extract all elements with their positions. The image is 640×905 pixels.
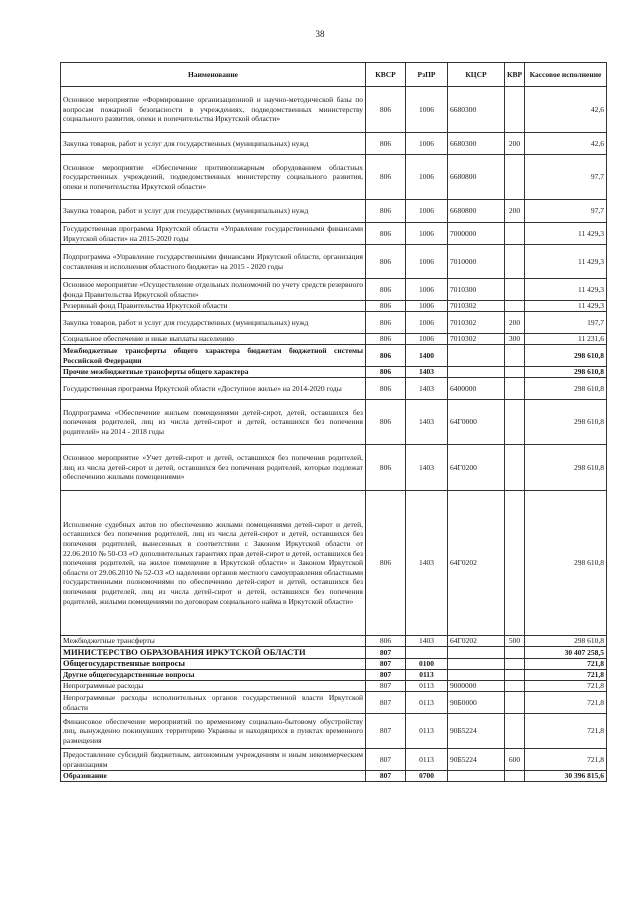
- cell-name: Основное мероприятие «Обеспечение противопожарным оборудованием областных государственных учреждений, подведомственных министерству социального развития, опеки и попечительства Иркутской области»: [61, 155, 366, 200]
- cell-kvr: [505, 659, 525, 670]
- cell-kcsr: 7010302: [448, 312, 505, 334]
- cell-kvr: [505, 223, 525, 245]
- cell-cash: 42,6: [525, 133, 607, 155]
- cell-rzpr: 1006: [406, 133, 448, 155]
- cell-cash: 97,7: [525, 155, 607, 200]
- table-row: [61, 245, 607, 279]
- cell-name: Образование: [61, 771, 366, 782]
- cell-rzpr: 1006: [406, 312, 448, 334]
- table-row: [61, 749, 607, 771]
- cell-kvsr: 806: [366, 445, 406, 491]
- cell-rzpr: 1403: [406, 400, 448, 445]
- header-rzpr: РзПР: [406, 63, 448, 87]
- cell-name: Государственная программа Иркутской области «Управление государственными финансами Иркутской области» на 2015-2020 годы: [61, 223, 366, 245]
- cell-kcsr: 9000000: [448, 681, 505, 692]
- cell-kvsr: 806: [366, 334, 406, 345]
- cell-kvsr: 807: [366, 692, 406, 714]
- cell-kvsr: 806: [366, 345, 406, 367]
- table-row: [61, 692, 607, 714]
- cell-name: Межбюджетные трансферты: [61, 636, 366, 647]
- cell-kvsr: 806: [366, 223, 406, 245]
- cell-kvr: [505, 345, 525, 367]
- header-cash: Кассовое исполнение: [525, 63, 607, 87]
- cell-cash: 42,6: [525, 87, 607, 133]
- cell-name: Межбюджетные трансферты общего характера бюджетам бюджетной системы Российской Федерации: [61, 345, 366, 367]
- cell-kvsr: 806: [366, 367, 406, 378]
- header-name: Наименование: [61, 63, 366, 87]
- cell-kcsr: 6680300: [448, 87, 505, 133]
- cell-kvsr: 806: [366, 491, 406, 636]
- cell-cash: 298 610,8: [525, 345, 607, 367]
- cell-kvr: [505, 301, 525, 312]
- cell-kcsr: [448, 659, 505, 670]
- table-row: [61, 334, 607, 345]
- page-number: 38: [315, 29, 325, 39]
- cell-kcsr: 64Г0202: [448, 636, 505, 647]
- table-row: [61, 87, 607, 133]
- table-row: [61, 133, 607, 155]
- cell-name: МИНИСТЕРСТВО ОБРАЗОВАНИЯ ИРКУТСКОЙ ОБЛАСТИ: [61, 647, 366, 659]
- table-row: [61, 367, 607, 378]
- cell-name: Подпрограмма «Обеспечение жильем помещениями детей-сирот, детей, оставшихся без попечения родителей, лиц из числа детей-сирот и детей, оставшихся без попечения родителей» на 2014 - 2018 годы: [61, 400, 366, 445]
- cell-rzpr: 0100: [406, 659, 448, 670]
- cell-kvsr: 806: [366, 133, 406, 155]
- table-row: [61, 659, 607, 670]
- table-row: [61, 647, 607, 659]
- cell-kcsr: [448, 345, 505, 367]
- cell-kvr: [505, 155, 525, 200]
- table-row: [61, 670, 607, 681]
- cell-cash: 11 231,6: [525, 334, 607, 345]
- cell-kvr: [505, 400, 525, 445]
- cell-cash: 721,8: [525, 659, 607, 670]
- cell-name: Другие общегосударственные вопросы: [61, 670, 366, 681]
- cell-kcsr: 64Г0200: [448, 445, 505, 491]
- table-row: [61, 155, 607, 200]
- cell-rzpr: 1006: [406, 334, 448, 345]
- cell-kcsr: [448, 771, 505, 782]
- cell-kvsr: 806: [366, 200, 406, 223]
- cell-kcsr: 64Г0000: [448, 400, 505, 445]
- cell-rzpr: 1400: [406, 345, 448, 367]
- cell-kvr: [505, 714, 525, 749]
- table-row: [61, 771, 607, 782]
- cell-name: Закупка товаров, работ и услуг для государственных (муниципальных) нужд: [61, 133, 366, 155]
- cell-kvsr: 807: [366, 659, 406, 670]
- cell-kvsr: 806: [366, 400, 406, 445]
- cell-kvsr: 806: [366, 279, 406, 301]
- cell-kvsr: 806: [366, 301, 406, 312]
- cell-cash: 298 610,8: [525, 445, 607, 491]
- budget-execution-table: [60, 62, 607, 782]
- cell-rzpr: 0700: [406, 771, 448, 782]
- table-body: [61, 87, 607, 782]
- table-row: [61, 681, 607, 692]
- cell-name: Резервный фонд Правительства Иркутской области: [61, 301, 366, 312]
- cell-cash: 11 429,3: [525, 279, 607, 301]
- cell-kcsr: 90Б5224: [448, 714, 505, 749]
- cell-name: Основное мероприятие «Учет детей-сирот и детей, оставшихся без попечения родителей, лиц из числа детей-сирот и детей, оставшихся без попечения родителей, которые подлежат обеспечению жилыми помещениями»: [61, 445, 366, 491]
- cell-kvr: [505, 670, 525, 681]
- table-row: [61, 400, 607, 445]
- cell-kvsr: 807: [366, 771, 406, 782]
- header-kvsr: КВСР: [366, 63, 406, 87]
- cell-kcsr: 6680800: [448, 200, 505, 223]
- cell-kcsr: 6680300: [448, 133, 505, 155]
- cell-kvr: [505, 692, 525, 714]
- header-kvr: КВР: [505, 63, 525, 87]
- cell-kvr: 600: [505, 749, 525, 771]
- cell-rzpr: 0113: [406, 681, 448, 692]
- cell-kcsr: 6400000: [448, 378, 505, 400]
- cell-cash: 721,8: [525, 749, 607, 771]
- table-row: [61, 312, 607, 334]
- cell-cash: 298 610,8: [525, 400, 607, 445]
- cell-cash: 30 407 258,5: [525, 647, 607, 659]
- cell-kvsr: 806: [366, 378, 406, 400]
- cell-rzpr: 1403: [406, 491, 448, 636]
- cell-cash: 97,7: [525, 200, 607, 223]
- table-row: [61, 279, 607, 301]
- cell-kvr: [505, 87, 525, 133]
- cell-name: Исполнение судебных актов по обеспечению жилыми помещениями детей-сирот и детей, оставшихся без попечения родителей, лиц из числа детей-сирот и детей, оставшихся без попечения родителей, вынесенных в соответствии с Законом Иркутской области от 22.06.2010 № 50-ОЗ «О дополнительных гарантиях прав детей-сирот и детей, оставшихся без попечения родителей, на жилое помещение в Иркутской области» и Законом Иркутской области от 29.06.2010 № 52-ОЗ «О наделении органов местного самоуправления областными государственными полномочиями по обеспечению детей-сирот и детей, оставшихся без попечения родителей, лиц из числа детей-сирот и детей, оставшихся без попечения родителей, жилыми помещениями по договорам социального найма в Иркутской области»: [61, 491, 366, 636]
- cell-kvr: 300: [505, 334, 525, 345]
- cell-kvr: [505, 378, 525, 400]
- cell-kvsr: 807: [366, 647, 406, 659]
- cell-kcsr: 90Б5224: [448, 749, 505, 771]
- cell-name: Закупка товаров, работ и услуг для государственных (муниципальных) нужд: [61, 200, 366, 223]
- cell-kvr: [505, 771, 525, 782]
- cell-kcsr: [448, 367, 505, 378]
- cell-name: Предоставление субсидий бюджетным, автономным учреждениям и иным некоммерческим организациям: [61, 749, 366, 771]
- cell-kvsr: 807: [366, 749, 406, 771]
- cell-name: Закупка товаров, работ и услуг для государственных (муниципальных) нужд: [61, 312, 366, 334]
- cell-rzpr: 1006: [406, 155, 448, 200]
- cell-rzpr: 1006: [406, 301, 448, 312]
- cell-kvsr: 807: [366, 670, 406, 681]
- cell-kvsr: 806: [366, 87, 406, 133]
- cell-cash: 298 610,8: [525, 367, 607, 378]
- cell-name: Государственная программа Иркутской области «Доступное жилье» на 2014-2020 годы: [61, 378, 366, 400]
- cell-kvr: 200: [505, 200, 525, 223]
- table-row: [61, 491, 607, 636]
- table-row: [61, 714, 607, 749]
- cell-kvr: [505, 367, 525, 378]
- cell-kvsr: 806: [366, 155, 406, 200]
- cell-kcsr: 7010302: [448, 334, 505, 345]
- cell-cash: 11 429,3: [525, 223, 607, 245]
- table-row: [61, 200, 607, 223]
- cell-cash: 298 610,8: [525, 636, 607, 647]
- cell-cash: 298 610,8: [525, 491, 607, 636]
- cell-rzpr: 0113: [406, 714, 448, 749]
- cell-rzpr: 1006: [406, 279, 448, 301]
- cell-kvr: 500: [505, 636, 525, 647]
- cell-name: Основное мероприятие «Осуществление отдельных полномочий по учету средств резервного фонда Правительства Иркутской области»: [61, 279, 366, 301]
- cell-rzpr: 1403: [406, 445, 448, 491]
- cell-cash: 721,8: [525, 670, 607, 681]
- cell-rzpr: 1006: [406, 223, 448, 245]
- table-header-row: [61, 63, 607, 87]
- cell-cash: 721,8: [525, 692, 607, 714]
- header-kcsr: КЦСР: [448, 63, 505, 87]
- cell-rzpr: 1006: [406, 245, 448, 279]
- cell-rzpr: 1403: [406, 378, 448, 400]
- table-row: [61, 378, 607, 400]
- cell-kcsr: 7000000: [448, 223, 505, 245]
- cell-rzpr: 1006: [406, 200, 448, 223]
- cell-rzpr: 1403: [406, 636, 448, 647]
- table-row: [61, 345, 607, 367]
- table-row: [61, 636, 607, 647]
- cell-kcsr: 6680800: [448, 155, 505, 200]
- cell-rzpr: 1403: [406, 367, 448, 378]
- cell-cash: 721,8: [525, 714, 607, 749]
- cell-cash: 721,8: [525, 681, 607, 692]
- cell-kcsr: 90Б0000: [448, 692, 505, 714]
- cell-kcsr: [448, 670, 505, 681]
- cell-kvr: [505, 245, 525, 279]
- cell-name: Непрограммные расходы: [61, 681, 366, 692]
- cell-name: Основное мероприятие «Формирование организационной и научно-методической базы по вопросам пожарной безопасности в учреждениях, подведомственных министерству социального развития, опеки и попечительства Иркутской области»: [61, 87, 366, 133]
- cell-rzpr: 0113: [406, 692, 448, 714]
- table-row: [61, 223, 607, 245]
- cell-cash: 30 396 815,6: [525, 771, 607, 782]
- cell-kcsr: 7010000: [448, 245, 505, 279]
- cell-kvr: [505, 647, 525, 659]
- cell-cash: 197,7: [525, 312, 607, 334]
- cell-kcsr: [448, 647, 505, 659]
- cell-kcsr: 7010302: [448, 301, 505, 312]
- cell-kvr: [505, 681, 525, 692]
- cell-kvsr: 806: [366, 312, 406, 334]
- cell-rzpr: 0113: [406, 749, 448, 771]
- cell-cash: 11 429,3: [525, 245, 607, 279]
- cell-kvsr: 806: [366, 245, 406, 279]
- cell-rzpr: 1006: [406, 87, 448, 133]
- cell-cash: 298 610,8: [525, 378, 607, 400]
- cell-name: Прочие межбюджетные трансферты общего характера: [61, 367, 366, 378]
- cell-kvr: [505, 491, 525, 636]
- cell-name: Непрограммные расходы исполнительных органов государственной власти Иркутской области: [61, 692, 366, 714]
- cell-kcsr: 64Г0202: [448, 491, 505, 636]
- cell-kvr: 200: [505, 133, 525, 155]
- cell-kvsr: 807: [366, 714, 406, 749]
- cell-rzpr: [406, 647, 448, 659]
- cell-kvr: [505, 445, 525, 491]
- table-row: [61, 301, 607, 312]
- cell-kvr: [505, 279, 525, 301]
- cell-kvsr: 806: [366, 636, 406, 647]
- cell-name: Социальное обеспечение и иные выплаты населению: [61, 334, 366, 345]
- cell-name: Общегосударственные вопросы: [61, 659, 366, 670]
- cell-name: Финансовое обеспечение мероприятий по временному социально-бытовому обустройству лиц, вынужденно покинувших территорию Украины и находящихся в пунктах временного размещения: [61, 714, 366, 749]
- cell-name: Подпрограмма «Управление государственными финансами Иркутской области, организация составления и исполнения областного бюджета» на 2015 - 2020 годы: [61, 245, 366, 279]
- cell-kcsr: 7010300: [448, 279, 505, 301]
- cell-rzpr: 0113: [406, 670, 448, 681]
- cell-kvsr: 807: [366, 681, 406, 692]
- table-row: [61, 445, 607, 491]
- cell-kvr: 200: [505, 312, 525, 334]
- cell-cash: 11 429,3: [525, 301, 607, 312]
